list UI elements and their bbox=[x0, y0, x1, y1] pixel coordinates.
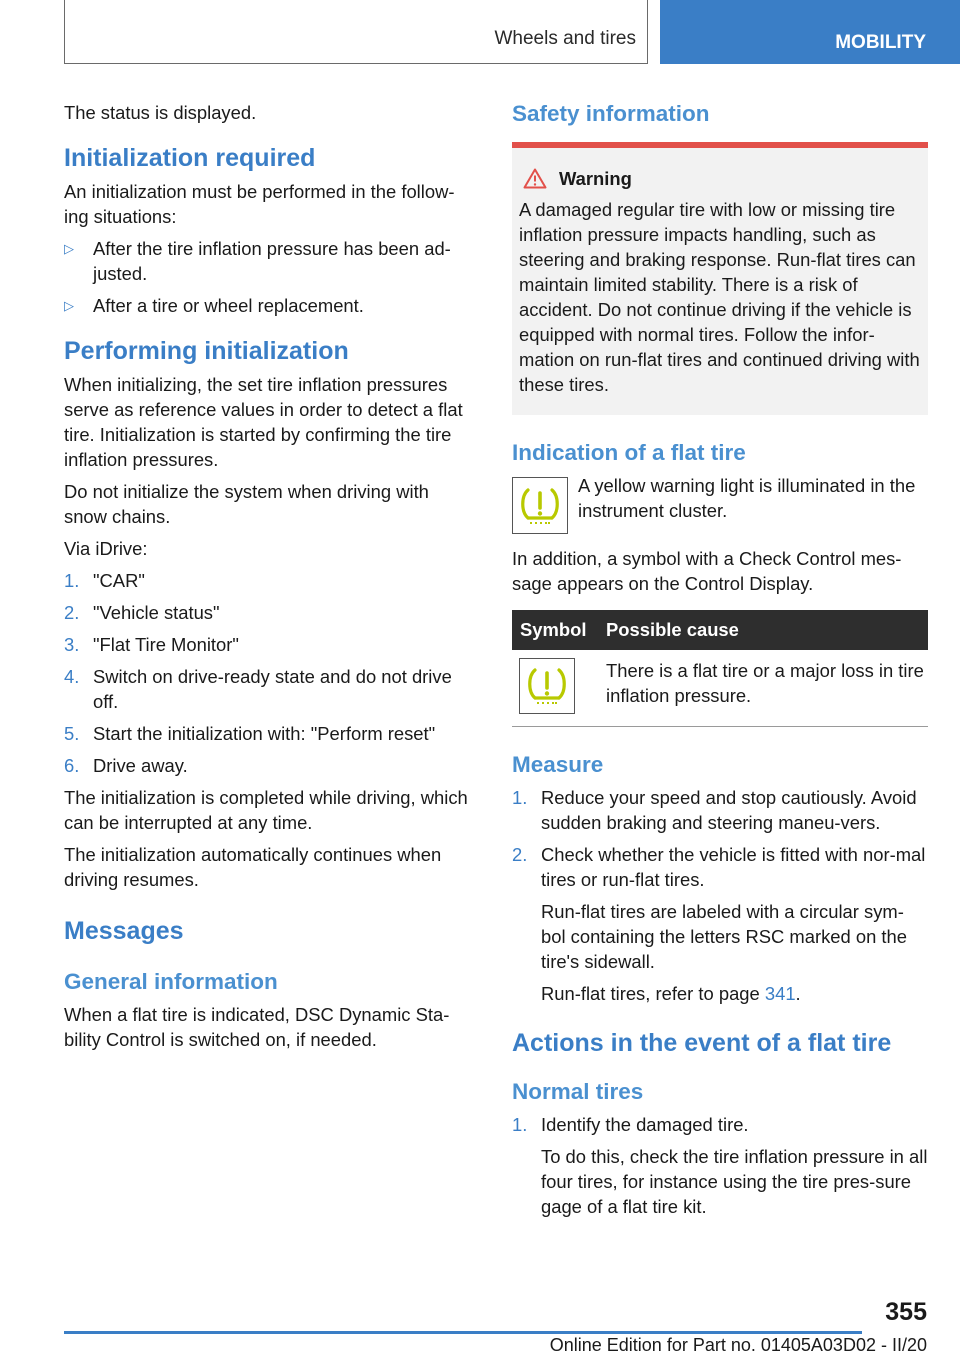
table-header bbox=[512, 610, 928, 650]
actions-heading: Actions in the event of a flat tire bbox=[512, 1029, 892, 1057]
step-item bbox=[512, 785, 928, 835]
flat-tire-indication-heading: Indication of a flat tire bbox=[512, 440, 746, 465]
performing-p1: When initializing, the set tire inflation pressures serve as reference values in order to detect a flat tire. Initialization is started by confirming the tire inflation pressures. bbox=[64, 374, 463, 470]
run-flat-ref-text bbox=[512, 981, 928, 1006]
step-item bbox=[64, 664, 476, 714]
ref-suffix: . bbox=[795, 983, 801, 1004]
general-info-text: When a flat tire is indicated, DSC Dynamic Sta-bility Control is switched on, if needed. bbox=[64, 1004, 450, 1050]
step-number: 1. bbox=[64, 570, 80, 591]
step-number: 1. bbox=[512, 1114, 528, 1135]
tire-pressure-warning-icon bbox=[512, 477, 568, 534]
step-number: 1. bbox=[512, 787, 528, 808]
step-item bbox=[64, 632, 476, 657]
safety-info-heading: Safety information bbox=[512, 101, 710, 126]
warning-triangle-icon bbox=[523, 168, 547, 189]
triangle-bullet-icon: ▷ bbox=[64, 298, 74, 313]
warning-lamp-row bbox=[512, 473, 928, 534]
tire-pressure-lamp-icon bbox=[517, 484, 563, 528]
step-item bbox=[64, 600, 476, 625]
bullet-text: After the tire inflation pressure has been ad-justed. bbox=[93, 238, 451, 284]
warning-box bbox=[512, 148, 928, 415]
footer-edition: Online Edition for Part no. 01405A03D02 - II/20 bbox=[549, 1335, 927, 1355]
warning-title-text: Warning bbox=[559, 168, 632, 189]
symbol-table bbox=[512, 610, 928, 727]
init-required-heading: Initialization required bbox=[64, 144, 316, 172]
step-item bbox=[64, 753, 476, 778]
step-text: Start the initialization with: "Perform reset" bbox=[93, 723, 436, 744]
header-section-title: Wheels and tires bbox=[494, 28, 636, 49]
warning-text: A damaged regular tire with low or missing tire inflation pressure impacts handling, such as steering and braking response. Run-flat tires can maintain limited stability. There is a risk of accident. Do not continue driving if the vehicle is equipped with normal tires. Follow the infor-mation on run-flat tires and continued driving with these tires. bbox=[519, 199, 920, 395]
list-item bbox=[64, 236, 476, 286]
init-required-text: An initialization must be performed in the follow-ing situations: bbox=[64, 181, 455, 227]
page-number: 355 bbox=[885, 1298, 927, 1326]
intro-text: The status is displayed. bbox=[64, 102, 257, 123]
header-chapter-tab bbox=[660, 0, 960, 64]
step-item bbox=[64, 721, 476, 746]
performing-init-heading: Performing initialization bbox=[64, 337, 349, 365]
step-number: 3. bbox=[64, 634, 80, 655]
performing-p3: Via iDrive: bbox=[64, 538, 148, 559]
step-number: 2. bbox=[512, 844, 528, 865]
step-number: 4. bbox=[64, 666, 80, 687]
performing-p4: The initialization is completed while driving, which can be interrupted at any time. bbox=[64, 787, 468, 833]
run-flat-label-text: Run-flat tires are labeled with a circular sym-bol containing the letters RSC marked on the tire's sidewall. bbox=[541, 901, 907, 972]
step-item bbox=[512, 842, 928, 892]
step-text: Check whether the vehicle is fitted with nor-mal tires or run-flat tires. bbox=[541, 844, 926, 890]
performing-p5: The initialization automatically continues when driving resumes. bbox=[64, 844, 442, 890]
symbol-cell bbox=[512, 658, 606, 714]
col-symbol-header: Symbol bbox=[520, 619, 587, 640]
warning-lamp-text: A yellow warning light is illuminated in the instrument cluster. bbox=[578, 475, 916, 521]
list-item bbox=[64, 293, 476, 318]
indication-text: In addition, a symbol with a Check Control mes-sage appears on the Control Display. bbox=[512, 548, 902, 594]
step-text: "Vehicle status" bbox=[93, 602, 220, 623]
step-item bbox=[512, 1112, 928, 1137]
step-number: 5. bbox=[64, 723, 80, 744]
page-ref-link[interactable]: 341 bbox=[764, 983, 796, 1004]
messages-heading: Messages bbox=[64, 917, 184, 945]
step-item bbox=[64, 568, 476, 593]
right-column bbox=[512, 100, 928, 1219]
normal-tires-heading: Normal tires bbox=[512, 1079, 644, 1104]
bullet-text: After a tire or wheel replacement. bbox=[93, 295, 364, 316]
step-text: "CAR" bbox=[93, 570, 145, 591]
footer-rule bbox=[64, 1331, 862, 1334]
step-text: Drive away. bbox=[93, 755, 188, 776]
general-info-heading: General information bbox=[64, 969, 278, 994]
tire-pressure-symbol-icon bbox=[519, 658, 575, 714]
step-text: Switch on drive-ready state and do not drive off. bbox=[93, 666, 452, 712]
performing-p2: Do not initialize the system when driving with snow chains. bbox=[64, 481, 429, 527]
tire-pressure-symbol-glyph bbox=[524, 664, 570, 708]
check-pressure-text: To do this, check the tire inflation pressure in all four tires, for instance using the tire pres-sure gage of a flat tire kit. bbox=[541, 1146, 928, 1217]
step-text: Identify the damaged tire. bbox=[541, 1114, 749, 1135]
header-chapter-label: MOBILITY bbox=[835, 32, 926, 53]
warning-title bbox=[519, 166, 920, 191]
step-text: "Flat Tire Monitor" bbox=[93, 634, 239, 655]
step-number: 2. bbox=[64, 602, 80, 623]
table-row bbox=[512, 650, 928, 727]
cause-cell: There is a flat tire or a major loss in tire inflation pressure. bbox=[606, 660, 924, 706]
col-cause-header: Possible cause bbox=[606, 619, 739, 640]
left-column bbox=[64, 100, 476, 1052]
step-text: Reduce your speed and stop cautiously. Avoid sudden braking and steering maneu-vers. bbox=[541, 787, 917, 833]
triangle-bullet-icon: ▷ bbox=[64, 241, 74, 256]
step-number: 6. bbox=[64, 755, 80, 776]
measure-heading: Measure bbox=[512, 752, 604, 777]
ref-prefix: Run-flat tires, refer to page bbox=[541, 983, 765, 1004]
